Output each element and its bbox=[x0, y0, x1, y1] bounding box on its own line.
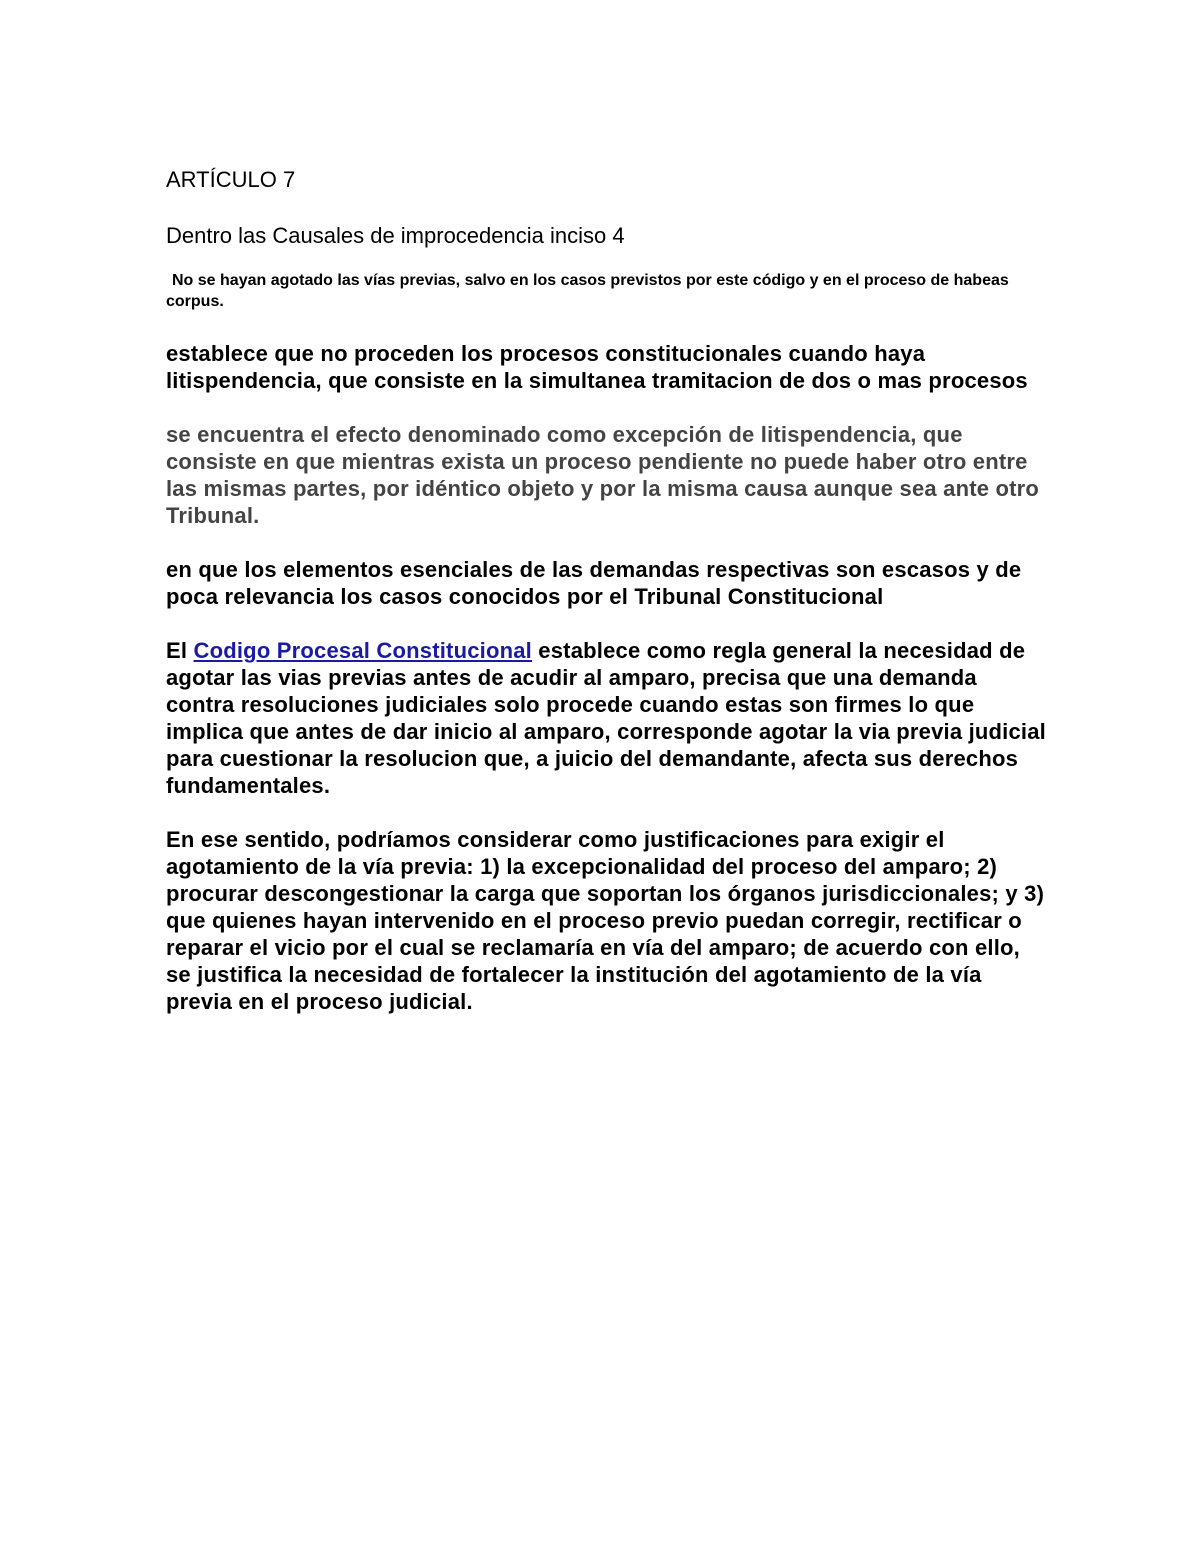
paragraph-excepcion: se encuentra el efecto denominado como excepción de litispendencia, que consiste en que mientras exista un proceso pendiente no puede haber otro entre las mismas partes, por idéntico objeto y por la misma causa aunque sea ante otro Tribunal. bbox=[166, 422, 1040, 528]
codigo-procesal-link[interactable]: Codigo Procesal Constitucional bbox=[193, 638, 532, 663]
paragraph-litispendencia: establece que no proceden los procesos constitucionales cuando haya litispendencia, que consiste en la simultanea tramitacion de dos o mas procesos bbox=[166, 341, 1028, 393]
quoted-clause: No se hayan agotado las vías previas, salvo en los casos previstos por este código y en el proceso de habeas corpus. bbox=[166, 272, 1009, 310]
paragraph-codigo-rest: establece como regla general la necesidad de agotar las vias previas antes de acudir al amparo, precisa que una demanda contra resoluciones judiciales solo procede cuando estas son firmes lo que implica que antes de dar inicio al amparo, corresponde agotar la via previa judicial para cuestionar la resolucion que, a juicio del demandante, afecta sus derechos fundamentales. bbox=[166, 638, 1046, 798]
paragraph-justificaciones: En ese sentido, podríamos considerar como justificaciones para exigir el agotamiento de la vía previa: 1) la excepcionalidad del proceso del amparo; 2) procurar descongestionar la carga que soportan los órganos jurisdiccionales; y 3) que quienes hayan intervenido en el proceso previo puedan corregir, rectificar o reparar el vicio por el cual se reclamaría en vía del amparo; de acuerdo con ello, se justifica la necesidad de fortalecer la institución del agotamiento de la vía previa en el proceso judicial. bbox=[166, 827, 1045, 1014]
document-page bbox=[166, 166, 1046, 1015]
paragraph-codigo-prefix: El bbox=[166, 638, 194, 663]
article-subtitle: Dentro las Causales de improcedencia inciso 4 bbox=[166, 223, 625, 248]
paragraph-elementos: en que los elementos esenciales de las demandas respectivas son escasos y de poca relevancia los casos conocidos por el Tribunal Constitucional bbox=[166, 557, 1022, 609]
paragraph-codigo bbox=[166, 637, 1046, 799]
article-title: ARTÍCULO 7 bbox=[166, 167, 296, 192]
